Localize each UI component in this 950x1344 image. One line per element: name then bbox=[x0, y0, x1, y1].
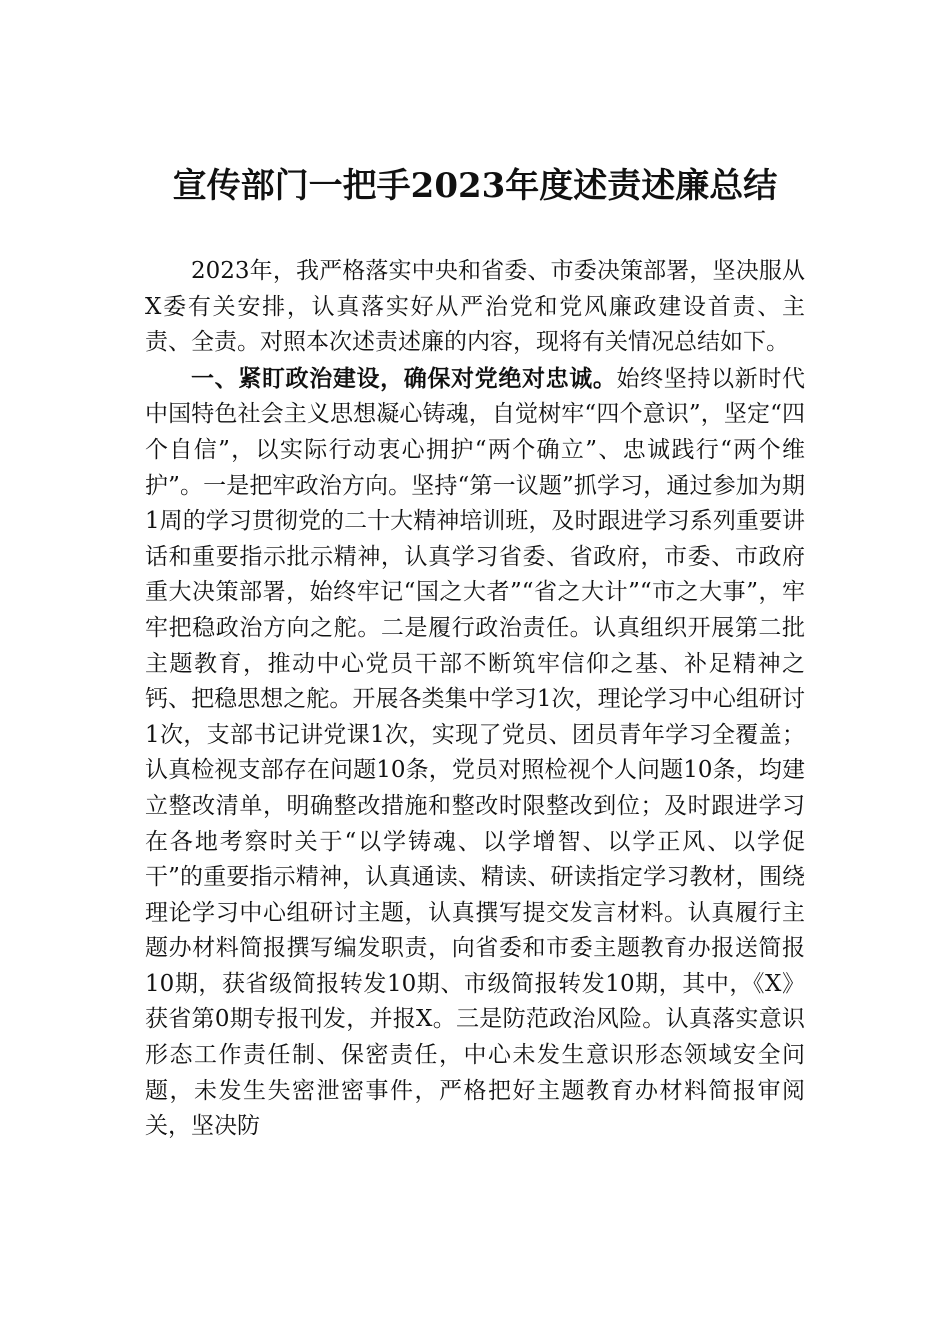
document-body bbox=[145, 254, 805, 1145]
intro-paragraph: 2023年，我严格落实中央和省委、市委决策部署，坚决服从X委有关安排，认真落实好从严治党和党风廉政建设首责、主责、全责。对照本次述责述廉的内容，现将有关情况总结如下。 bbox=[145, 258, 805, 356]
document-title: 宣传部门一把手2023年度述责述廉总结 bbox=[172, 166, 778, 206]
section-1-paragraph bbox=[145, 361, 805, 1145]
section-1-body: 始终坚持以新时代中国特色社会主义思想凝心铸魂，自觉树牢“四个意识”，坚定“四个自信”，以实际行动衷心拥护“两个确立”、忠诚践行“两个维护”。一是把牢政治方向。坚持“第一议题”抓学习，通过参加为期1周的学习贯彻党的二十大精神培训班，及时跟进学习系列重要讲话和重要指示批示精神，认真学习省委、省政府，市委、市政府重大决策部署，始终牢记“国之大者”“省之大计”“市之大事”，牢牢把稳政治方向之舵。二是履行政治责任。认真组织开展第二批主题教育，推动中心党员干部不断筑牢信仰之基、补足精神之钙、把稳思想之舵。开展各类集中学习1次，理论学习中心组研讨1次，支部书记讲党课1次，实现了党员、团员青年学习全覆盖；认真检视支部存在问题10条，党员对照检视个人问题10条，均建立整改清单，明确整改措施和整改时限整改到位；及时跟进学习在各地考察时关于“以学铸魂、以学增智、以学正风、以学促干”的重要指示精神，认真通读、精读、研读指定学习教材，围绕理论学习中心组研讨主题，认真撰写提交发言材料。认真履行主题办材料简报撰写编发职责，向省委和市委主题教育办报送简报10期，获省级简报转发10期、市级简报转发10期，其中，《X》获省第0期专报刊发，并报X。三是防范政治风险。认真落实意识形态工作责任制、保密责任，中心未发生意识形态领域安全问题，未发生失密泄密事件，严格把好主题教育办材料简报审阅关，坚决防 bbox=[145, 365, 806, 1140]
section-1-heading: 一、紧盯政治建设，确保对党绝对忠诚。 bbox=[191, 364, 617, 392]
